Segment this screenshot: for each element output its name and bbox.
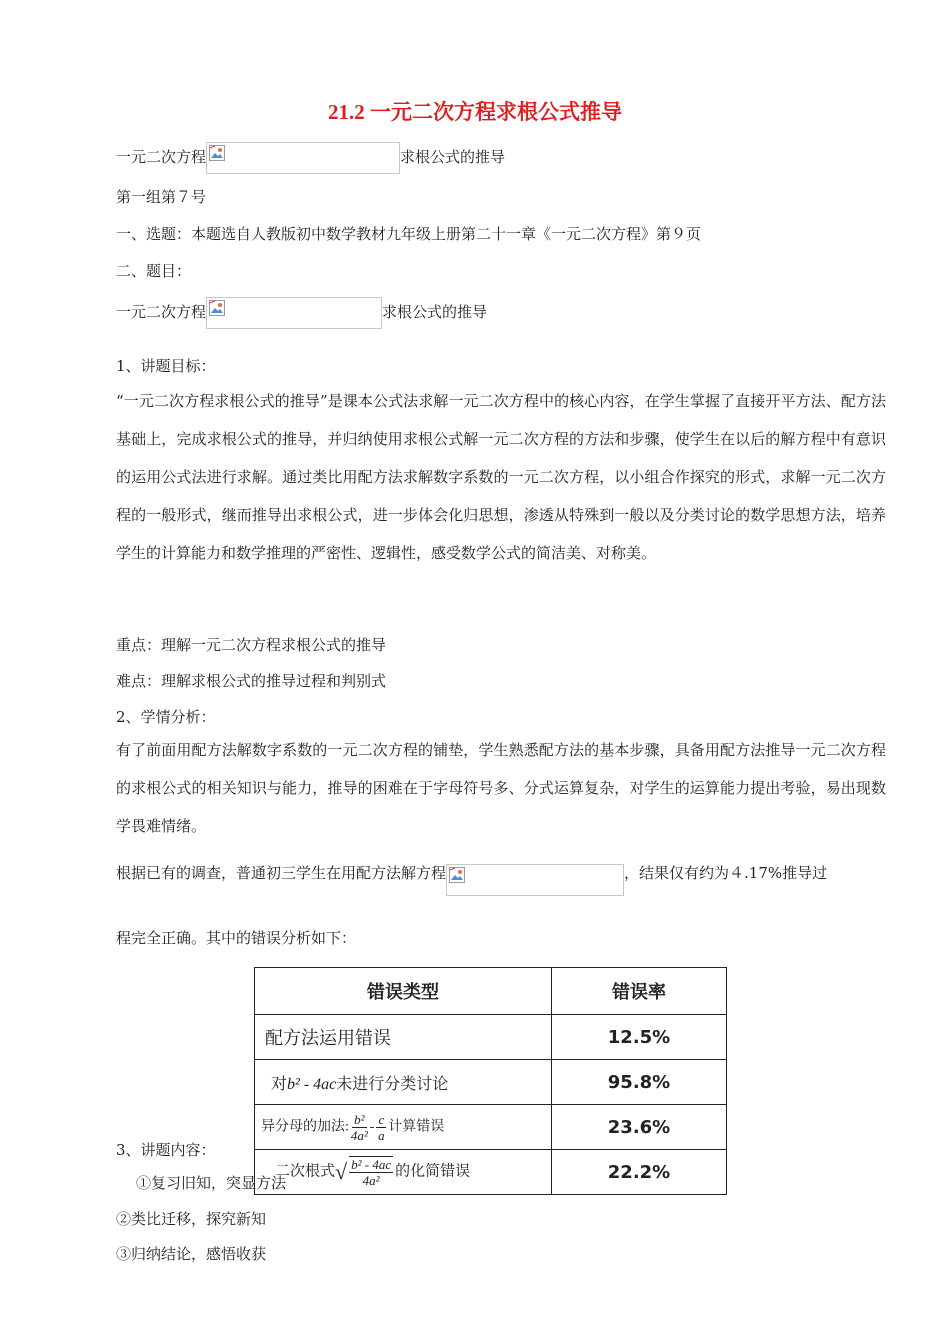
equation-image: [206, 297, 382, 329]
survey-continuation: 程完全正确。其中的错误分析如下：: [116, 929, 357, 947]
goal-paragraph: “一元二次方程求根公式的推导”是课本公式法求解一元二次方程中的核心内容，在学生掌握了直接开平方法、配方法基础上，完成求根公式的推导，并归纳使用求根公式解一元二次方程的方法和步骤，使学生在以后的解方程中有意识的运用公式法进行求解。通过类比用配方法求解数字系数的一元二次方程，以小组合作探究的形式，求解一元二次方程的一般形式，继而推导出求根公式，进一步体会化归思想，渗透从特殊到一般以及分类讨论的数学思想方法，培养学生的计算能力和数学推理的严密性、逻辑性，感受数学公式的简洁美、对称美。: [116, 392, 886, 562]
goal-heading: 1、讲题目标：: [116, 357, 216, 375]
broken-image-icon: [209, 145, 225, 161]
radical-sign: √: [335, 1159, 348, 1184]
error-label: 配方法运用错误: [255, 1015, 552, 1060]
table-header-row: [255, 968, 727, 1015]
topic-prefix: 一元二次方程: [116, 303, 207, 321]
survey-suffix: ，结果仅有约为４.17%推导过: [624, 864, 828, 882]
topic-line-2: [116, 297, 487, 329]
error-label: 对b² - 4ac未进行分类讨论: [255, 1060, 552, 1105]
document-title: 21.2 一元二次方程求根公式推导: [328, 100, 622, 124]
difficulty-point: 难点：理解求根公式的推导过程和判别式: [116, 672, 387, 690]
step-item: ③归纳结论，感悟收获: [116, 1245, 267, 1263]
equation-image: [446, 864, 624, 896]
section-topic-selection: 一、选题：本题选自人教版初中数学教材九年级上册第二十一章《一元二次方程》第９页: [116, 225, 702, 243]
discriminant-expression: b² - 4ac: [287, 1075, 337, 1093]
error-rate: 22.2%: [552, 1150, 727, 1195]
topic-suffix: 求根公式的推导: [382, 303, 488, 321]
header-error-type: 错误类型: [255, 968, 552, 1015]
fraction: $\frac{\text{b² - 4ac}}{\text{4a²}}$: [351, 1157, 392, 1188]
step-item: ②类比迁移，探究新知: [116, 1210, 267, 1228]
broken-image-icon: [209, 300, 225, 316]
group-number: 第一组第７号: [116, 188, 207, 206]
analysis-heading: 2、学情分析：: [116, 708, 216, 726]
survey-prefix: 根据已有的调查，普通初三学生在用配方法解方程: [116, 864, 447, 882]
table-row: [255, 1105, 727, 1150]
topic-suffix: 求根公式的推导: [400, 148, 506, 166]
content-heading: 3、讲题内容：: [116, 1141, 216, 1159]
error-analysis-table: [254, 967, 727, 1195]
error-rate: 12.5%: [552, 1015, 727, 1060]
step-item: ①复习旧知，突显方法: [136, 1174, 287, 1192]
broken-image-icon: [449, 867, 465, 883]
fraction: $\frac{\text{b²}}{\text{4a²}}$: [350, 1111, 368, 1143]
error-rate: 95.8%: [552, 1060, 727, 1105]
topic-prefix: 一元二次方程: [116, 148, 207, 166]
key-point: 重点：理解一元二次方程求根公式的推导: [116, 636, 387, 654]
table-row: [255, 1150, 727, 1195]
error-label: 异分母的加法: $\frac{\text{b²}}{\text{4a²}}$ - $\frac{c}{a}$ 计算错误: [255, 1105, 552, 1150]
fraction: $\frac{c}{a}$: [378, 1111, 385, 1143]
topic-line-1: [116, 142, 505, 174]
error-label: 二次根式√ $\frac{\text{b² - 4ac}}{\text{4a²}}$ 的化简错误: [255, 1150, 552, 1195]
survey-line: [116, 862, 827, 896]
table-row: [255, 1060, 727, 1105]
section-title-heading: 二、题目：: [116, 262, 192, 280]
header-error-rate: 错误率: [552, 968, 727, 1015]
table-row: [255, 1015, 727, 1060]
equation-image: [206, 142, 400, 174]
analysis-paragraph: 有了前面用配方法解数字系数的一元二次方程的铺垫，学生熟悉配方法的基本步骤，具备用配方法推导一元二次方程的求根公式的相关知识与能力，推导的困难在于字母符号多、分式运算复杂，对学生的运算能力提出考验，易出现数学畏难情绪。: [116, 741, 886, 835]
error-rate: 23.6%: [552, 1105, 727, 1150]
